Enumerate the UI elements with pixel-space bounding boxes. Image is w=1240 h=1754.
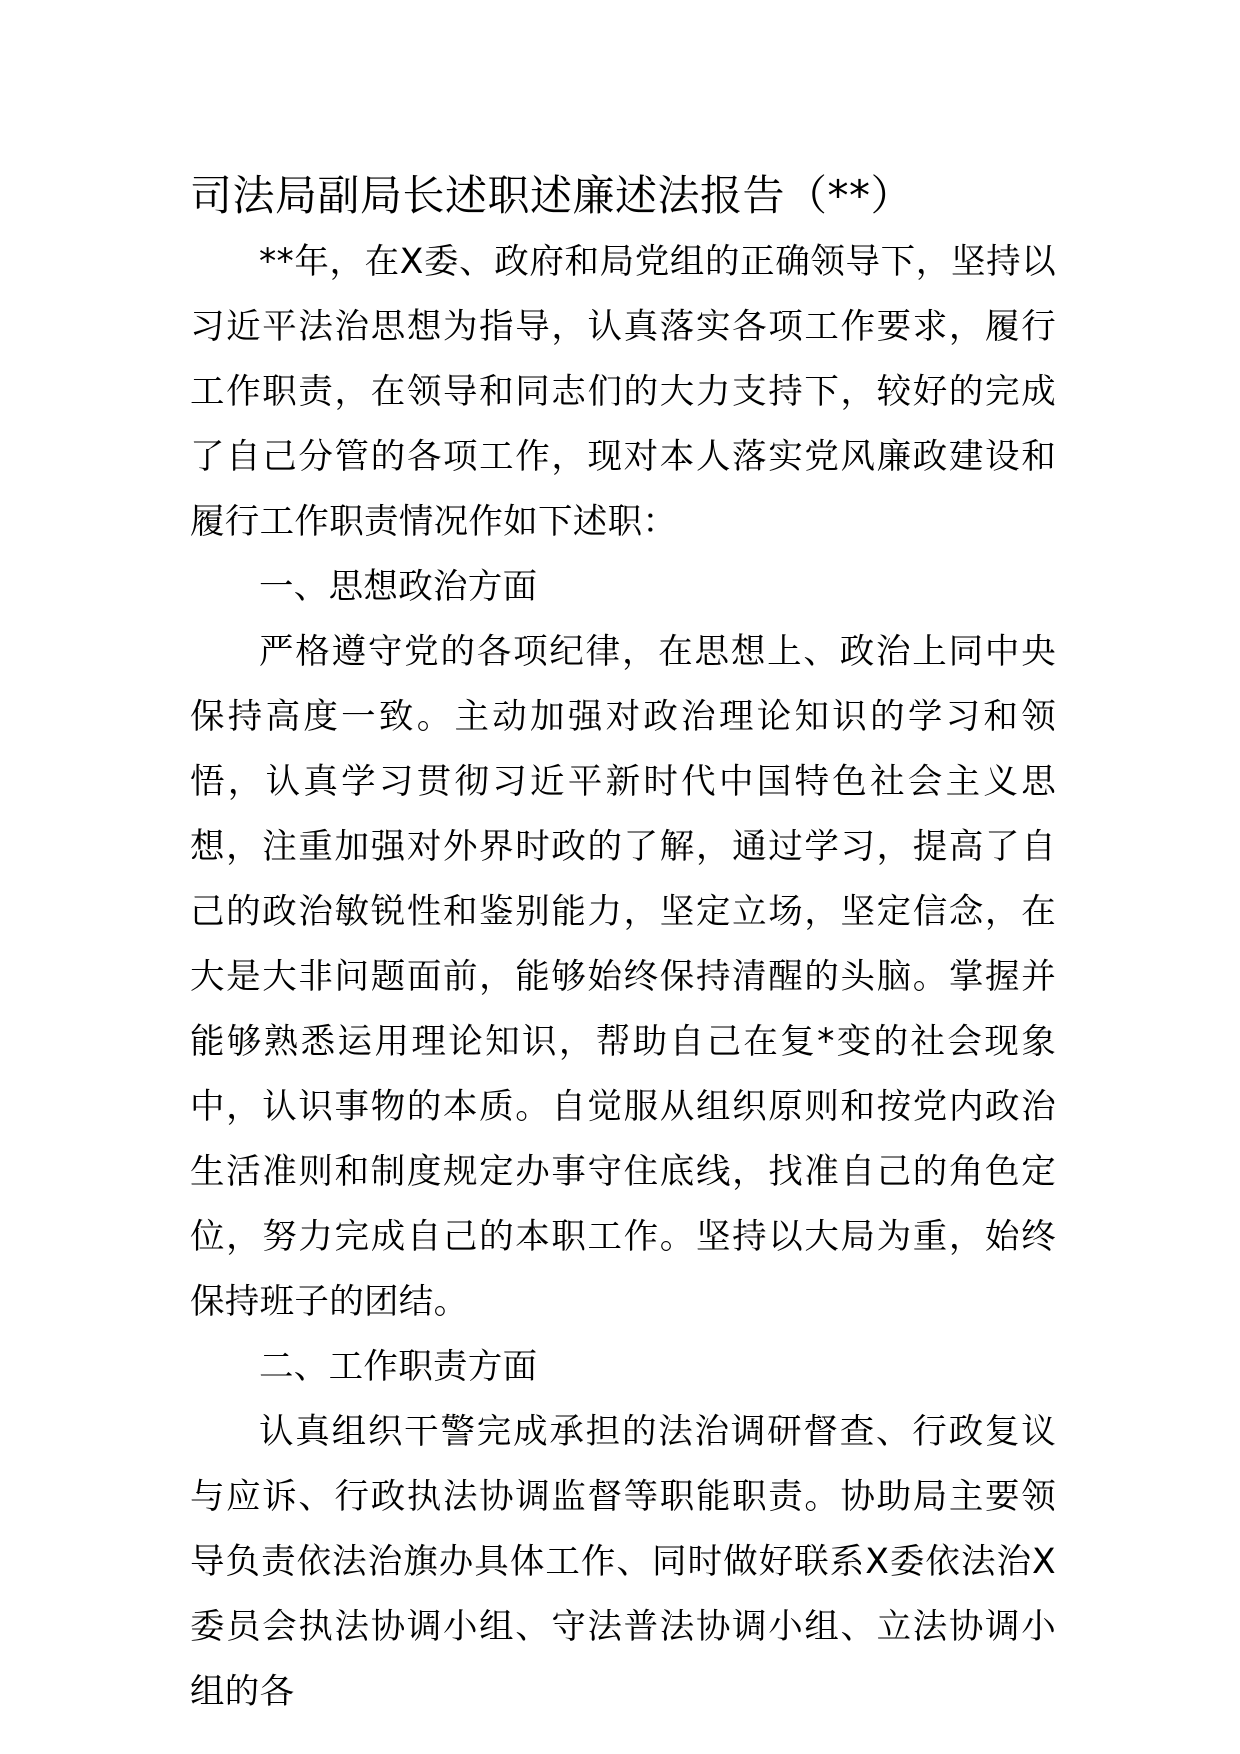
section-heading-ideology: 一、思想政治方面 (259, 567, 538, 607)
intro-paragraph: **年，在X委、政府和局党组的正确领导下，坚持以习近平法治思想为指导，认真落实各项工作要求，履行工作职责，在领导和同志们的大力支持下，较好的完成了自己分管的各项工作，现对本人落实党风廉政建设和履行工作职责情况作如下述职： (190, 242, 1056, 542)
document-title: 司法局副局长述职述廉述法报告（**） (190, 171, 914, 220)
section-heading-duties: 二、工作职责方面 (259, 1347, 538, 1387)
ideology-paragraph: 严格遵守党的各项纪律，在思想上、政治上同中央保持高度一致。主动加强对政治理论知识的学习和领悟，认真学习贯彻习近平新时代中国特色社会主义思想，注重加强对外界时政的了解，通过学习，提高了自己的政治敏锐性和鉴别能力，坚定立场，坚定信念，在大是大非问题面前，能够始终保持清醒的头脑。掌握并能够熟悉运用理论知识，帮助自己在复*变的社会现象中，认识事物的本质。自觉服从组织原则和按党内政治生活准则和制度规定办事守住底线，找准自己的角色定位，努力完成自己的本职工作。坚持以大局为重，始终保持班子的团结。 (190, 632, 1056, 1322)
document-body (190, 230, 1056, 1725)
duties-paragraph: 认真组织干警完成承担的法治调研督查、行政复议与应诉、行政执法协调监督等职能职责。协助局主要领导负责依法治旗办具体工作、同时做好联系X委依法治X委员会执法协调小组、守法普法协调小组、立法协调小组的各 (190, 1412, 1056, 1712)
